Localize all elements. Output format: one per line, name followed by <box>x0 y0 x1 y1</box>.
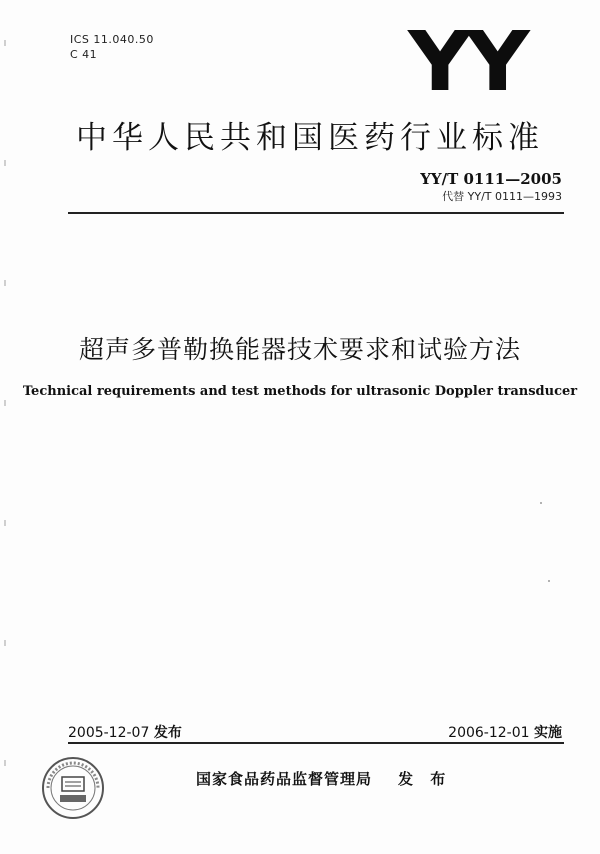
publisher-action: 发 布 <box>398 770 452 788</box>
ccs-code: C 41 <box>70 48 98 61</box>
top-divider <box>68 212 564 214</box>
scan-speck <box>548 580 550 582</box>
ics-code: ICS 11.040.50 <box>70 33 154 46</box>
issue-date: 2005-12-07 <box>68 725 150 741</box>
organization-title: 中华人民共和国医药行业标准 <box>76 120 544 156</box>
implementation-date: 2006-12-01 <box>448 725 530 741</box>
scan-speck <box>540 502 542 504</box>
standard-replaces: 代替 YY/T 0111—1993 <box>442 190 562 203</box>
standard-code: YY/T 0111—2005 <box>420 170 562 188</box>
publisher-authority: 国家食品药品监督管理局 <box>196 770 373 788</box>
scan-edge <box>4 0 6 854</box>
document-title-chinese: 超声多普勒换能器技术要求和试验方法 <box>78 335 521 364</box>
document-title-english: Technical requirements and test methods for ultrasonic Doppler transducer <box>22 384 578 399</box>
issue-label: 发布 <box>153 725 182 741</box>
publisher-seal-icon <box>40 755 106 821</box>
implementation-label: 实施 <box>534 725 562 741</box>
issue-date-line <box>68 722 182 742</box>
yy-logo: YY <box>408 15 524 110</box>
bottom-divider <box>68 742 564 744</box>
implementation-date-line <box>448 722 562 742</box>
